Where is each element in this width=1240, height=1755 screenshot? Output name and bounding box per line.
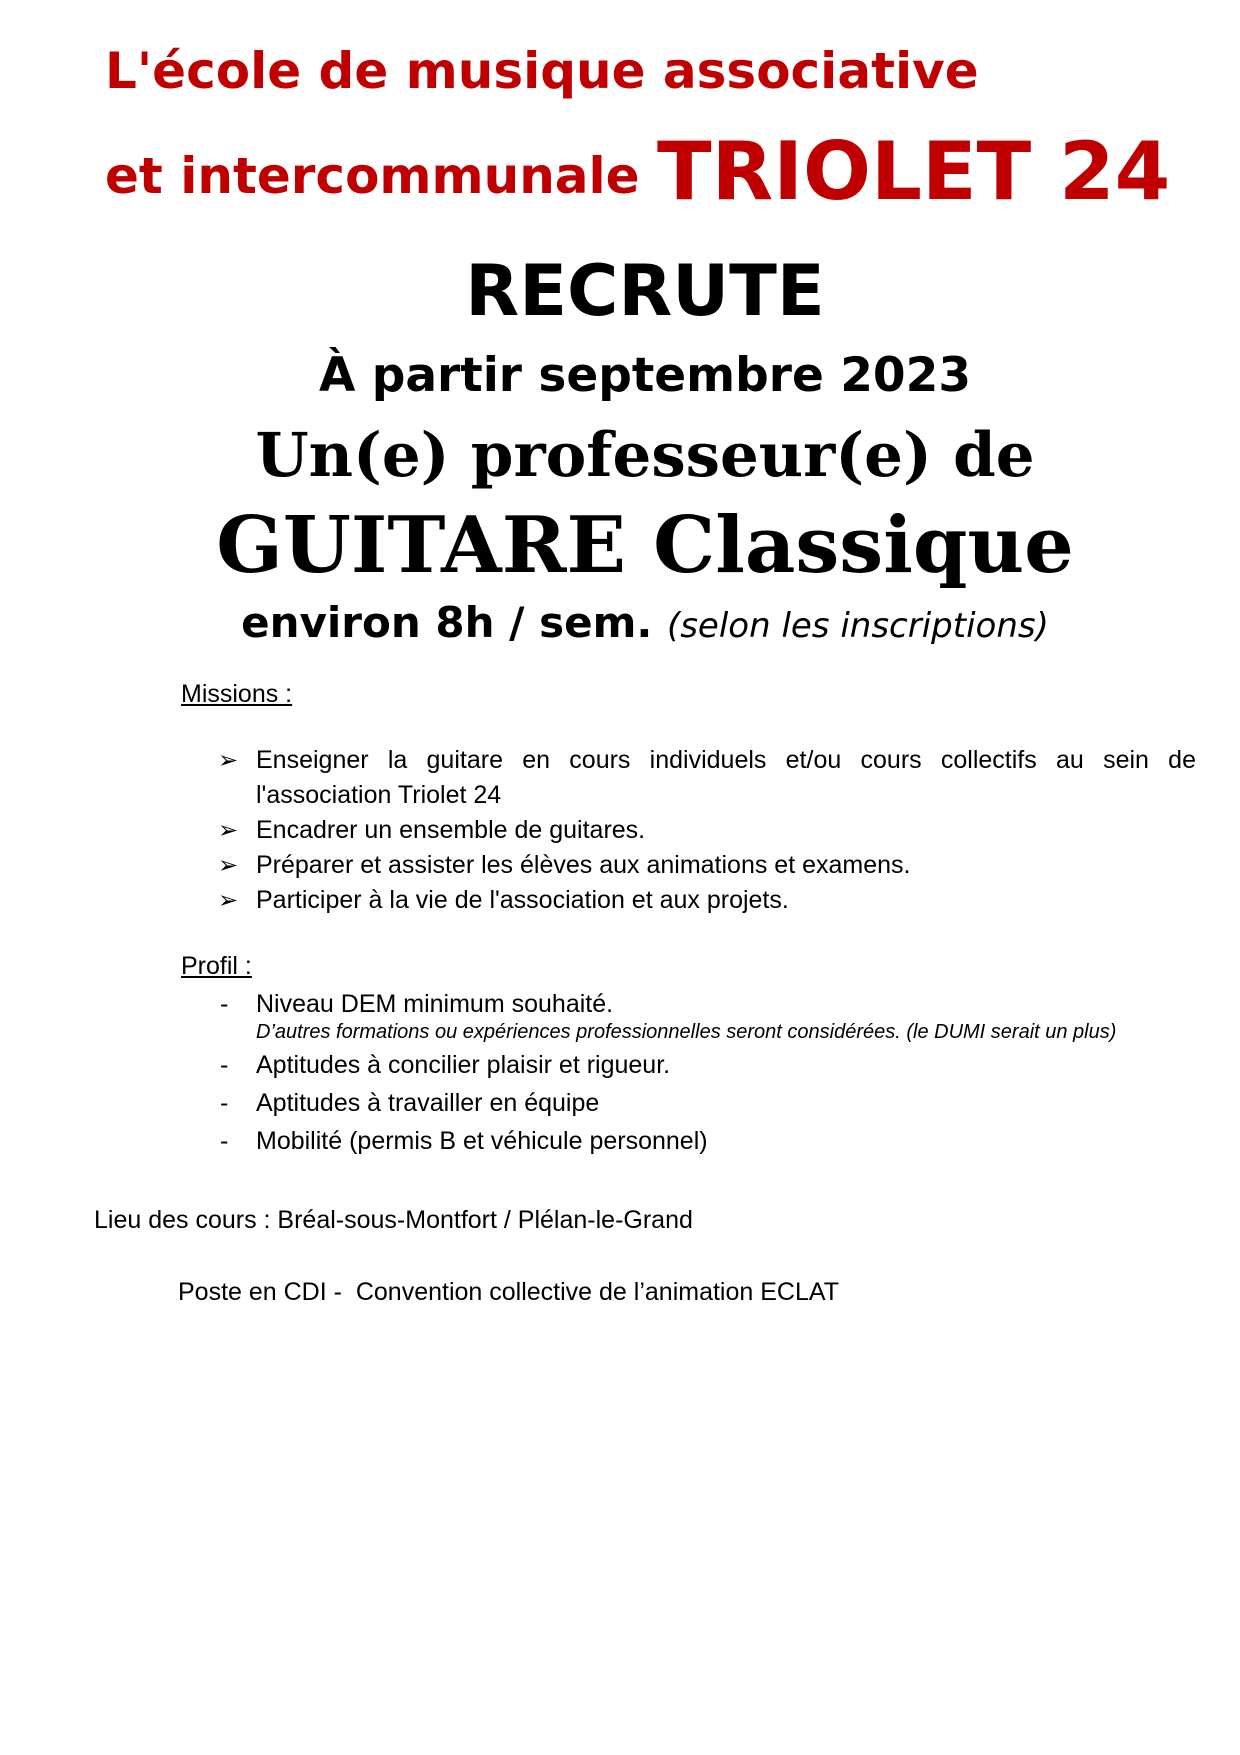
missions-title: Missions : (181, 680, 293, 708)
profil-text: Aptitudes à travailler en équipe (256, 1089, 600, 1117)
arrow-bullet-icon: ➢ (218, 887, 239, 914)
profil-item (0, 1124, 1176, 1159)
profil-item (0, 987, 1176, 1045)
start-date: À partir septembre 2023 (318, 348, 972, 403)
dash-bullet-icon: - (220, 990, 229, 1018)
profil-item (0, 1048, 1176, 1083)
school-name-line-2 (105, 125, 1170, 218)
mission-item (0, 813, 1196, 848)
profil-text: Niveau DEM minimum souhaité. (256, 990, 614, 1018)
mission-text: Enseigner la guitare en cours individuels et/ou cours collectifs au sein de l'association Triolet 24 (256, 746, 1196, 809)
profil-list (0, 987, 1176, 1162)
school-name-prefix: et intercommunale (105, 147, 658, 205)
dash-bullet-icon: - (220, 1051, 229, 1079)
mission-item (0, 883, 1196, 918)
mission-item (0, 848, 1196, 883)
profil-text: Mobilité (permis B et véhicule personnel) (256, 1127, 708, 1155)
profil-text: Aptitudes à concilier plaisir et rigueur. (256, 1051, 671, 1079)
hours-main: environ 8h / sem. (241, 598, 653, 647)
dash-bullet-icon: - (220, 1089, 229, 1117)
mission-item (0, 743, 1196, 813)
profil-subnote: D’autres formations ou expériences professionnelles seront considérées. (le DUMI serait un plus) (256, 1021, 1117, 1043)
position-title-line-2: GUITARE Classique (216, 500, 1074, 591)
position-title-line-1: Un(e) professeur(e) de (255, 420, 1035, 491)
school-name-triolet: TRIOLET 24 (657, 125, 1171, 218)
contract-info: Poste en CDI - Convention collective de l’animation ECLAT (178, 1278, 839, 1306)
school-name-line-1: L'école de musique associative (105, 42, 979, 100)
mission-text: Encadrer un ensemble de guitares. (256, 816, 646, 844)
arrow-bullet-icon: ➢ (218, 817, 239, 844)
profil-title: Profil : (181, 952, 252, 980)
mission-text: Préparer et assister les élèves aux animations et examens. (256, 851, 911, 879)
missions-list (0, 743, 1196, 918)
recrute-heading: RECRUTE (465, 250, 825, 332)
hours-note: (selon les inscriptions) (666, 606, 1049, 646)
arrow-bullet-icon: ➢ (218, 852, 239, 879)
weekly-hours (0, 598, 1240, 647)
dash-bullet-icon: - (220, 1127, 229, 1155)
profil-item (0, 1086, 1176, 1121)
mission-text: Participer à la vie de l'association et aux projets. (256, 886, 789, 914)
arrow-bullet-icon: ➢ (218, 747, 239, 774)
course-location: Lieu des cours : Bréal-sous-Montfort / Plélan-le-Grand (94, 1206, 693, 1234)
